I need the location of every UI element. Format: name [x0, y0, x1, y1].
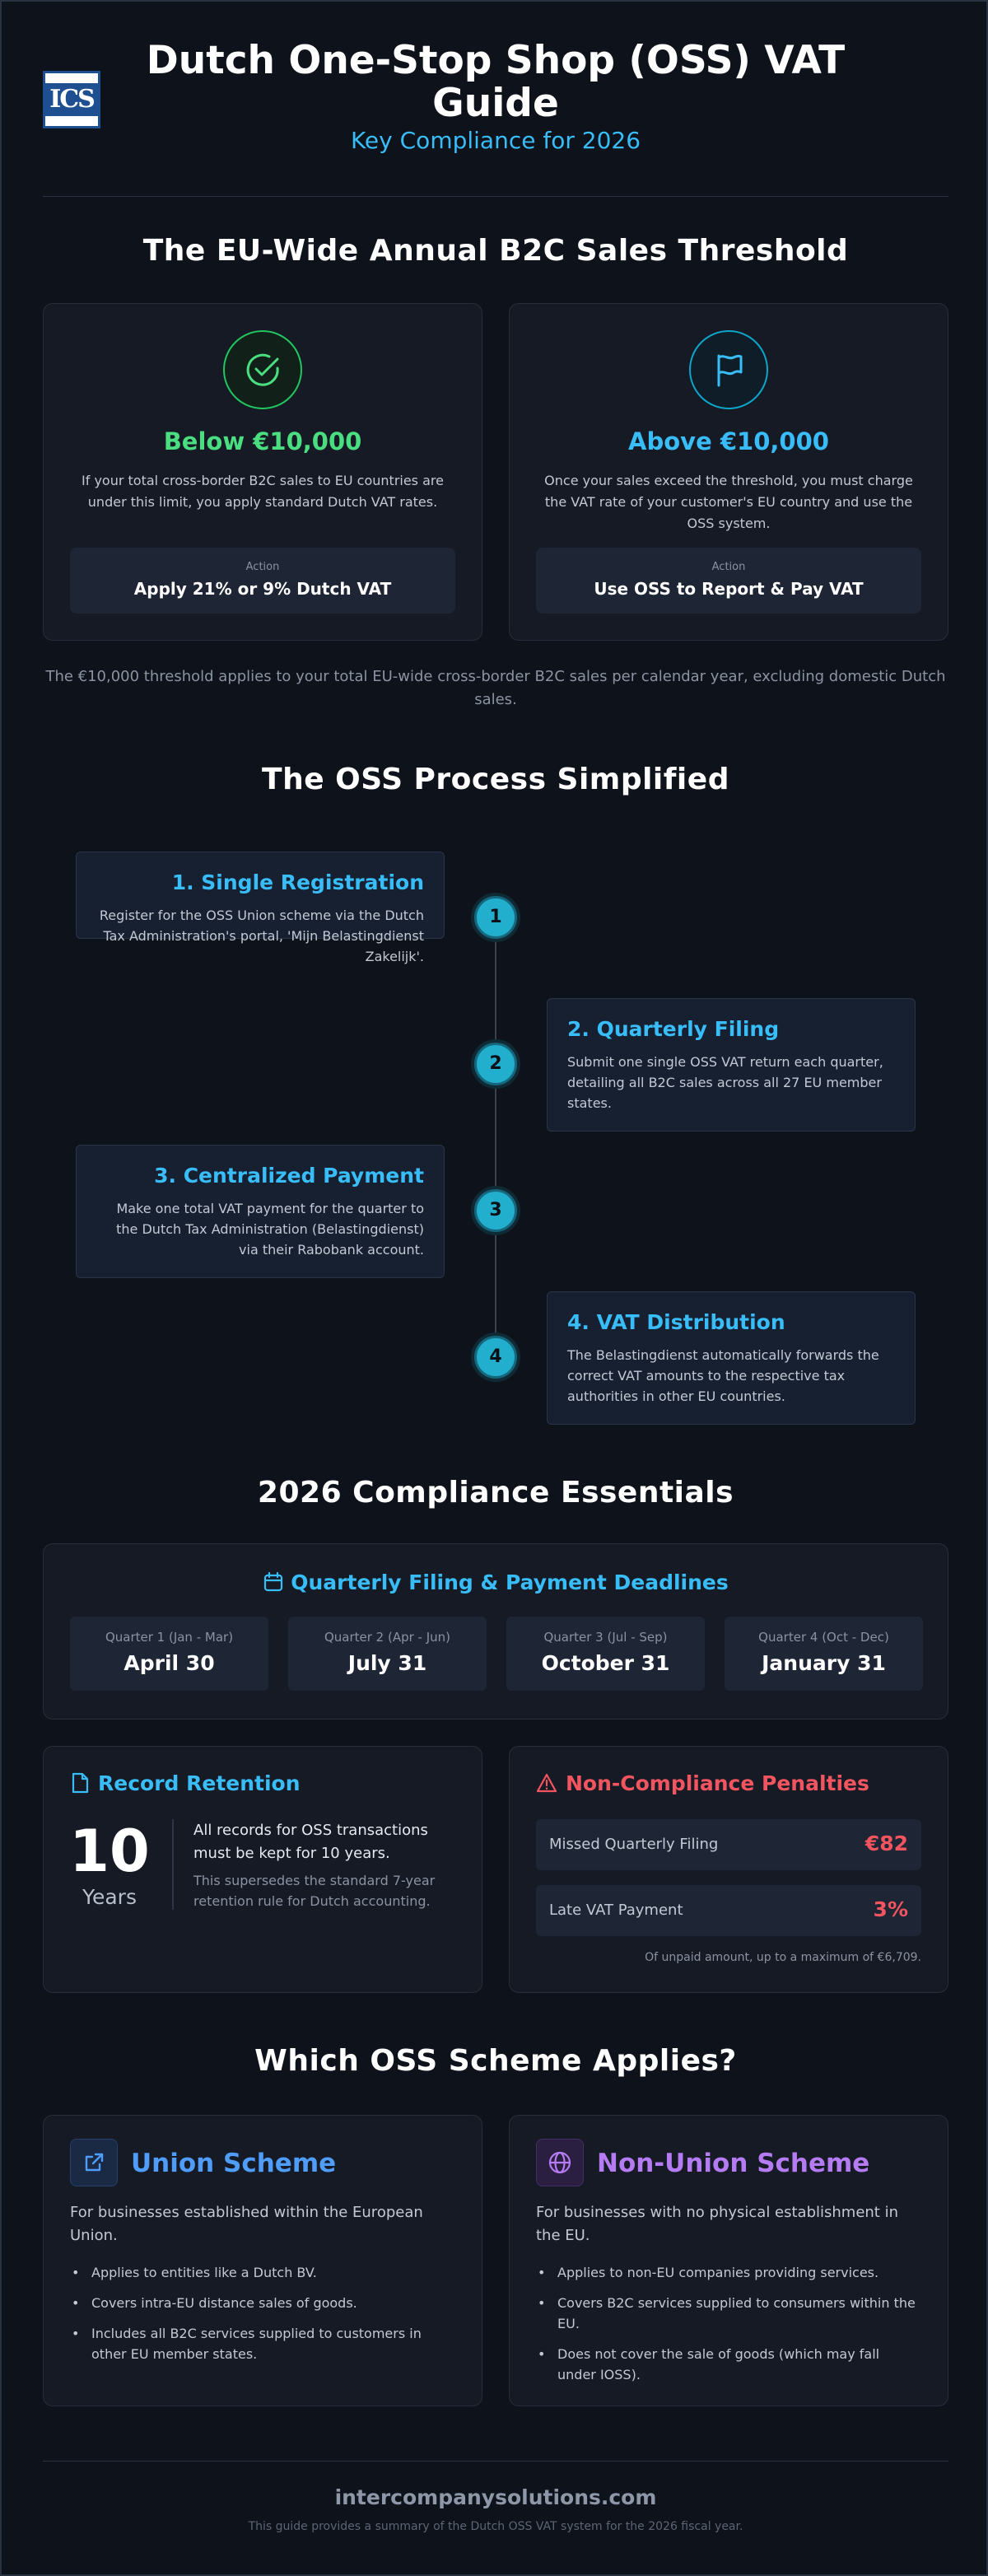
retention-heading-text: Record Retention	[98, 1771, 301, 1795]
step-description: Submit one single OSS VAT return each quarter, detailing all B2C sales across all 27 EU member states.	[567, 1054, 883, 1111]
union-scheme-card	[43, 2115, 482, 2406]
penalty-label: Missed Quarterly Filing	[549, 1836, 719, 1853]
globe-icon	[536, 2139, 584, 2186]
step-number-4: 4	[474, 1336, 517, 1379]
footer-brand-link[interactable]: intercompanysolutions.com	[334, 2485, 657, 2509]
penalties-heading	[536, 1771, 869, 1795]
external-link-icon	[70, 2139, 118, 2186]
list-item: • Does not cover the sale of goods (which may fall under IOSS).	[536, 2344, 921, 2385]
penalty-row-payment	[536, 1885, 921, 1936]
warning-icon	[536, 1773, 557, 1793]
deadlines-heading-text: Quarterly Filing & Payment Deadlines	[291, 1570, 729, 1594]
action-label: Action	[245, 561, 280, 573]
process-step-2	[547, 998, 916, 1132]
threshold-note: The €10,000 threshold applies to your total EU-wide cross-border B2C sales per calendar year, excluding domestic Dutch sales.	[45, 668, 946, 708]
step-title: 4. VAT Distribution	[567, 1310, 785, 1334]
action-value: Use OSS to Report & Pay VAT	[594, 579, 864, 599]
deadline-label: Quarter 1 (Jan - Mar)	[105, 1630, 234, 1645]
penalty-value: 3%	[873, 1897, 908, 1921]
step-title: 3. Centralized Payment	[154, 1164, 424, 1188]
process-step-4	[547, 1291, 916, 1425]
action-label: Action	[711, 561, 746, 573]
footer-note: This guide provides a summary of the Dutch OSS VAT system for the 2026 fiscal year.	[248, 2520, 743, 2533]
deadline-q1	[70, 1617, 268, 1691]
non-union-scheme-card	[509, 2115, 948, 2406]
penalty-note: Of unpaid amount, up to a maximum of €6,709.	[645, 1951, 921, 1964]
flag-icon	[689, 330, 768, 409]
deadline-label: Quarter 4 (Oct - Dec)	[758, 1630, 889, 1645]
deadline-label: Quarter 3 (Jul - Sep)	[543, 1630, 668, 1645]
essentials-heading: 2026 Compliance Essentials	[257, 1476, 734, 1510]
deadline-value: April 30	[124, 1651, 215, 1675]
list-item: • Applies to non-EU companies providing services.	[536, 2262, 921, 2283]
page-subtitle: Key Compliance for 2026	[350, 127, 641, 154]
step-number-3: 3	[474, 1189, 517, 1232]
deadlines-card	[43, 1543, 948, 1720]
above-threshold-card	[509, 303, 948, 641]
check-circle-icon	[223, 330, 302, 409]
process-heading: The OSS Process Simplified	[262, 763, 729, 796]
record-retention-card	[43, 1746, 482, 1993]
union-scheme-title: Union Scheme	[131, 2149, 337, 2178]
penalty-row-filing	[536, 1819, 921, 1870]
step-title: 1. Single Registration	[171, 870, 424, 894]
penalties-card	[509, 1746, 948, 1993]
page-title: Dutch One-Stop Shop (OSS) VAT Guide	[146, 38, 846, 126]
retention-main-text: All records for OSS transactions must be kept for 10 years.	[193, 1822, 428, 1862]
document-icon	[70, 1772, 90, 1794]
non-union-scheme-title: Non-Union Scheme	[597, 2149, 870, 2178]
deadline-label: Quarter 2 (Apr - Jun)	[324, 1630, 451, 1645]
process-step-1	[76, 852, 445, 964]
step-title: 2. Quarterly Filing	[567, 1017, 780, 1041]
company-logo: ICS	[43, 71, 100, 128]
union-scheme-points	[70, 2262, 455, 2374]
step-description: Make one total VAT payment for the quarter to the Dutch Tax Administration (Belastingdienst) via their Rabobank account.	[116, 1201, 424, 1258]
header	[43, 35, 948, 158]
list-item: • Covers B2C services supplied to consumers within the EU.	[536, 2293, 921, 2334]
non-union-scheme-points	[536, 2262, 921, 2395]
below-threshold-action	[70, 548, 455, 614]
penalty-label: Late VAT Payment	[549, 1902, 683, 1919]
retention-unit: Years	[82, 1885, 137, 1909]
step-description: The Belastingdienst automatically forwards the correct VAT amounts to the respective tax authorities in other EU countries.	[567, 1347, 879, 1404]
calendar-icon	[263, 1571, 284, 1593]
above-threshold-action	[536, 548, 921, 614]
action-value: Apply 21% or 9% Dutch VAT	[133, 579, 392, 599]
timeline-line	[495, 896, 496, 1357]
deadline-q4	[725, 1617, 923, 1691]
list-item: • Covers intra-EU distance sales of goods.	[70, 2293, 455, 2313]
below-threshold-description: If your total cross-border B2C sales to EU countries are under this limit, you apply standard Dutch VAT rates.	[82, 473, 444, 510]
retention-heading	[70, 1771, 301, 1795]
list-item: • Applies to entities like a Dutch BV.	[70, 2262, 455, 2283]
deadline-q2	[288, 1617, 487, 1691]
deadlines-heading	[44, 1570, 948, 1594]
below-threshold-title: Below €10,000	[163, 427, 362, 455]
non-union-scheme-intro: For businesses with no physical establishment in the EU.	[536, 2204, 898, 2244]
penalty-value: €82	[864, 1832, 908, 1855]
retention-separator	[172, 1819, 174, 1910]
threshold-heading: The EU-Wide Annual B2C Sales Threshold	[142, 234, 849, 268]
union-scheme-intro: For businesses established within the European Union.	[70, 2204, 423, 2244]
deadline-value: January 31	[762, 1651, 886, 1675]
step-number-1: 1	[474, 896, 517, 939]
list-item: • Includes all B2C services supplied to customers in other EU member states.	[70, 2323, 455, 2364]
above-threshold-title: Above €10,000	[628, 427, 829, 455]
deadline-value: July 31	[347, 1651, 427, 1675]
retention-sub-text: This supersedes the standard 7-year retention rule for Dutch accounting.	[193, 1873, 436, 1909]
header-divider	[43, 196, 948, 197]
deadline-q3	[506, 1617, 705, 1691]
below-threshold-card	[43, 303, 482, 641]
step-description: Register for the OSS Union scheme via the Dutch Tax Administration's portal, 'Mijn Belastingdienst Zakelijk'.	[99, 908, 424, 964]
retention-number: 10	[69, 1818, 150, 1885]
penalties-heading-text: Non-Compliance Penalties	[566, 1771, 869, 1795]
above-threshold-description: Once your sales exceed the threshold, you must charge the VAT rate of your customer's EU country and use the OSS system.	[544, 473, 913, 531]
deadline-value: October 31	[541, 1651, 670, 1675]
process-step-3	[76, 1145, 445, 1278]
step-number-2: 2	[474, 1043, 517, 1085]
schemes-heading: Which OSS Scheme Applies?	[254, 2044, 737, 2078]
footer-divider	[43, 2461, 948, 2462]
